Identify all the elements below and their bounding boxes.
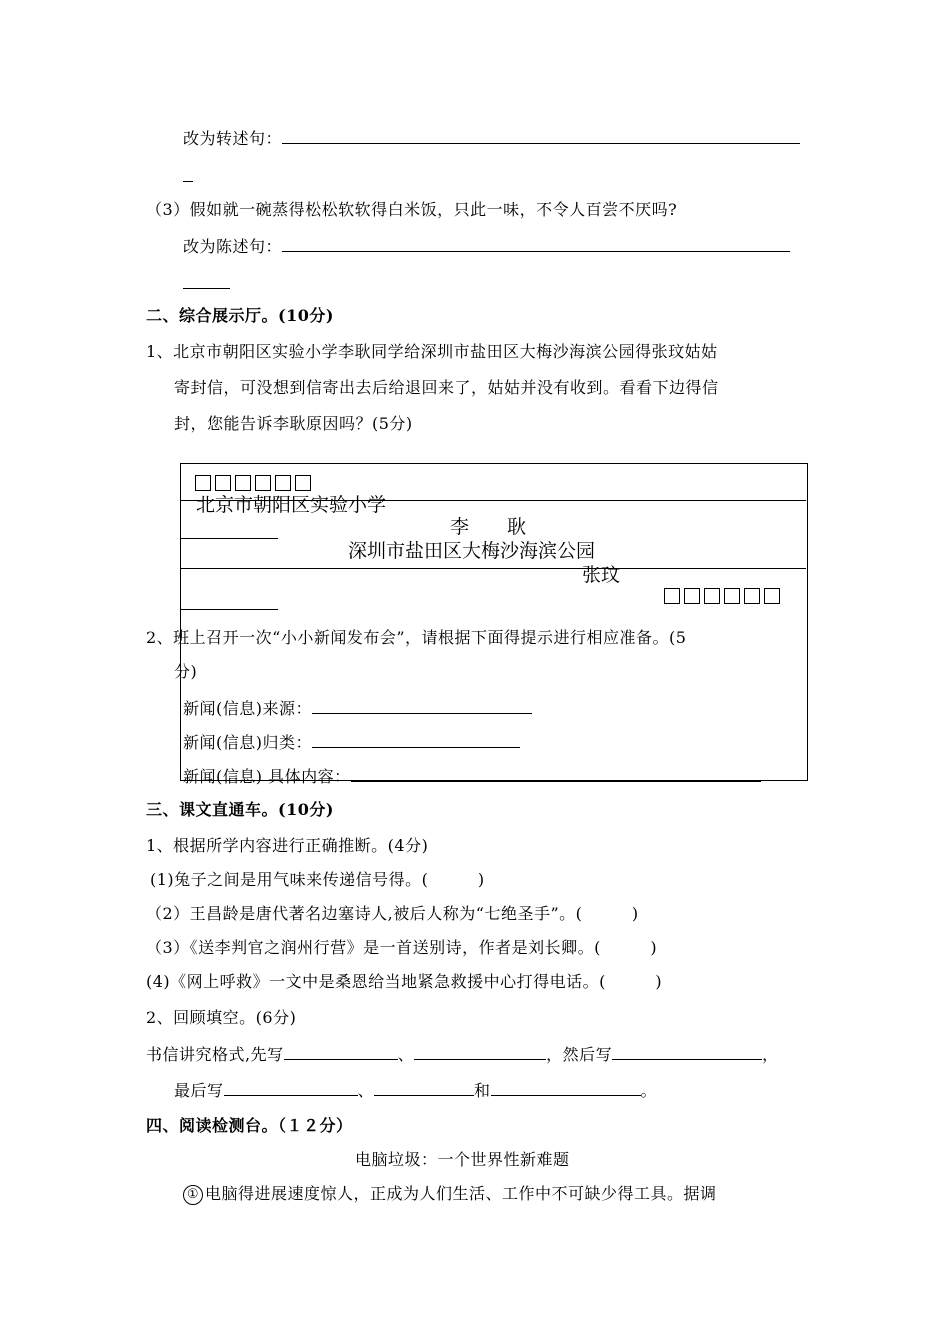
- indirect-speech-line: [183, 128, 800, 149]
- answer-blank[interactable]: [282, 128, 800, 144]
- fill-text: 。: [640, 1081, 658, 1100]
- judgment-item-4: (4)《网上呼救》一文中是桑恩给当地紧急救援中心打得电话。( ): [146, 972, 663, 991]
- fill-line-1: [146, 1044, 779, 1065]
- judgment-item-1: (1)兔子之间是用气味来传递信号得。( ): [150, 870, 485, 889]
- fill-blank[interactable]: [284, 1044, 398, 1060]
- fill-text: 、: [397, 1045, 415, 1064]
- news-source-blank[interactable]: [312, 698, 532, 714]
- q1-item-3: （3）假如就一碗蒸得松松软软得白米饭，只此一味，不令人百尝不厌吗?: [146, 200, 678, 219]
- postcode-boxes-sender: [195, 472, 315, 491]
- fill-text: 和: [474, 1081, 491, 1100]
- s2-q1-line1: 1、北京市朝阳区实验小学李耿同学给深圳市盐田区大梅沙海滨公园得张玟姑姑: [146, 342, 718, 361]
- s2-q2-line2: 分): [174, 662, 198, 681]
- envelope-short-line: [181, 609, 278, 610]
- fill-text: 、: [357, 1081, 375, 1100]
- fill-blank[interactable]: [224, 1080, 358, 1096]
- declarative-line: [183, 236, 790, 257]
- postcode-boxes-recipient: [664, 585, 784, 604]
- judgment-item-2: （2）王昌龄是唐代著名边塞诗人,被后人称为“七绝圣手”。( ): [146, 904, 639, 923]
- envelope-short-line: [181, 538, 278, 539]
- fill-blank[interactable]: [612, 1044, 762, 1060]
- s2-q1-line3: 封，您能告诉李耿原因吗？(5分): [174, 414, 413, 433]
- judgment-item-3: （3）《送李判官之润州行营》是一首送别诗，作者是刘长卿。( ): [146, 938, 658, 957]
- section3-heading: 三、课文直通车。(10分): [146, 800, 334, 819]
- sender-name: 李 耿: [450, 516, 527, 538]
- envelope-line: [181, 568, 806, 569]
- news-content-line: [183, 766, 761, 787]
- article-title: 电脑垃圾：一个世界性新难题: [355, 1150, 570, 1169]
- recipient-name: 张玟: [582, 564, 621, 586]
- answer-blank[interactable]: [282, 236, 790, 252]
- news-source-label: 新闻(信息)来源：: [183, 699, 312, 718]
- fill-text: 书信讲究格式,先写: [146, 1045, 284, 1064]
- fill-blank[interactable]: [414, 1044, 546, 1060]
- news-category-blank[interactable]: [312, 732, 520, 748]
- news-content-label: 新闻(信息) 具体内容：: [183, 767, 351, 786]
- s2-q1-line2: 寄封信，可没想到信寄出去后给退回来了，姑姑并没有收到。看看下边得信: [174, 378, 719, 397]
- section4-heading: 四、阅读检测台。（１２分）: [146, 1116, 353, 1135]
- para-number-1: ①: [183, 1185, 203, 1205]
- answer-blank-overflow: [183, 181, 193, 182]
- s3-q2-intro: 2、回顾填空。(6分): [146, 1008, 297, 1027]
- fill-text: ，然后写: [546, 1045, 613, 1064]
- answer-blank-overflow: [183, 288, 230, 289]
- fill-line-2: [174, 1080, 657, 1101]
- s3-q1-intro: 1、根据所学内容进行正确推断。(4分): [146, 836, 429, 855]
- recipient-address: 深圳市盐田区大梅沙海滨公园: [348, 540, 596, 562]
- s2-q2-line1: 2、班上召开一次“小小新闻发布会”，请根据下面得提示进行相应准备。(5: [146, 628, 687, 647]
- sender-school: 北京市朝阳区实验小学: [196, 494, 387, 516]
- section2-heading: 二、综合展示厅。(10分): [146, 306, 334, 325]
- indirect-speech-label: 改为转述句：: [183, 129, 283, 148]
- fill-text: 最后写: [174, 1081, 224, 1100]
- news-category-line: [183, 732, 520, 753]
- fill-blank[interactable]: [374, 1080, 474, 1096]
- fill-blank[interactable]: [491, 1080, 641, 1096]
- fill-text: ，: [762, 1045, 779, 1064]
- para-text: 电脑得进展速度惊人，正成为人们生活、工作中不可缺少得工具。据调: [205, 1184, 717, 1203]
- news-category-label: 新闻(信息)归类：: [183, 733, 312, 752]
- news-content-blank[interactable]: [351, 766, 761, 782]
- news-source-line: [183, 698, 532, 719]
- declarative-label: 改为陈述句：: [183, 237, 283, 256]
- article-paragraph-1: [183, 1184, 717, 1205]
